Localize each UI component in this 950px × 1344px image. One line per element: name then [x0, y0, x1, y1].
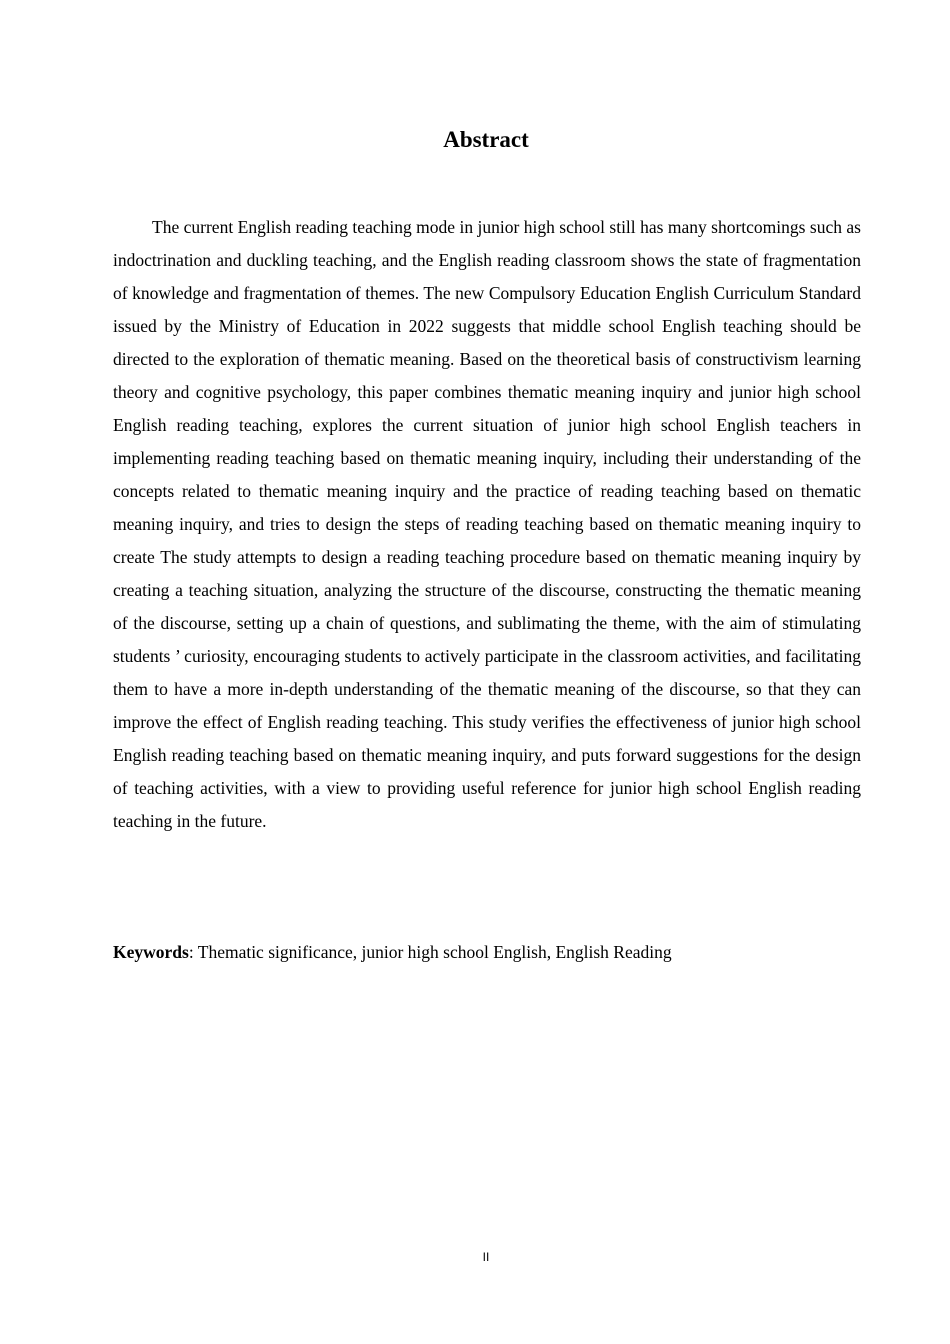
keywords-separator: : [188, 942, 198, 962]
page-title: Abstract [443, 127, 529, 152]
keywords-label: Keywords [113, 942, 189, 962]
abstract-paragraph: The current English reading teaching mode in junior high school still has many shortcomings such as indoctrination and duckling teaching, and the English reading classroom shows the state of fragmentation of knowledge and fragmentation of themes. The new Compulsory Education English Curriculum Standard issued by the Ministry of Education in 2022 suggests that middle school English teaching should be directed to the exploration of thematic meaning. Based on the theoretical basis of constructivism learning theory and cognitive psychology, this paper combines thematic meaning inquiry and junior high school English reading teaching, explores the current situation of junior high school English teachers in implementing reading teaching based on thematic meaning inquiry, including their understanding of the concepts related to thematic meaning inquiry and the practice of reading teaching based on thematic meaning inquiry, and tries to design the steps of reading teaching based on thematic meaning inquiry to create The study attempts to design a reading teaching procedure based on thematic meaning inquiry by creating a teaching situation, analyzing the structure of the discourse, constructing the thematic meaning of the discourse, setting up a chain of questions, and sublimating the theme, with the aim of stimulating students ’ curiosity, encouraging students to actively participate in the classroom activities, and facilitating them to have a more in-depth understanding of the thematic meaning of the discourse, so that they can improve the effect of English reading teaching. This study verifies the effectiveness of junior high school English reading teaching based on thematic meaning inquiry, and puts forward suggestions for the design of teaching activities, with a view to providing useful reference for junior high school English reading teaching in the future. [113, 217, 861, 831]
keywords-line [113, 936, 861, 969]
page-number: II [482, 1250, 490, 1264]
keywords-text: Thematic significance, junior high school English, English Reading [197, 942, 672, 962]
